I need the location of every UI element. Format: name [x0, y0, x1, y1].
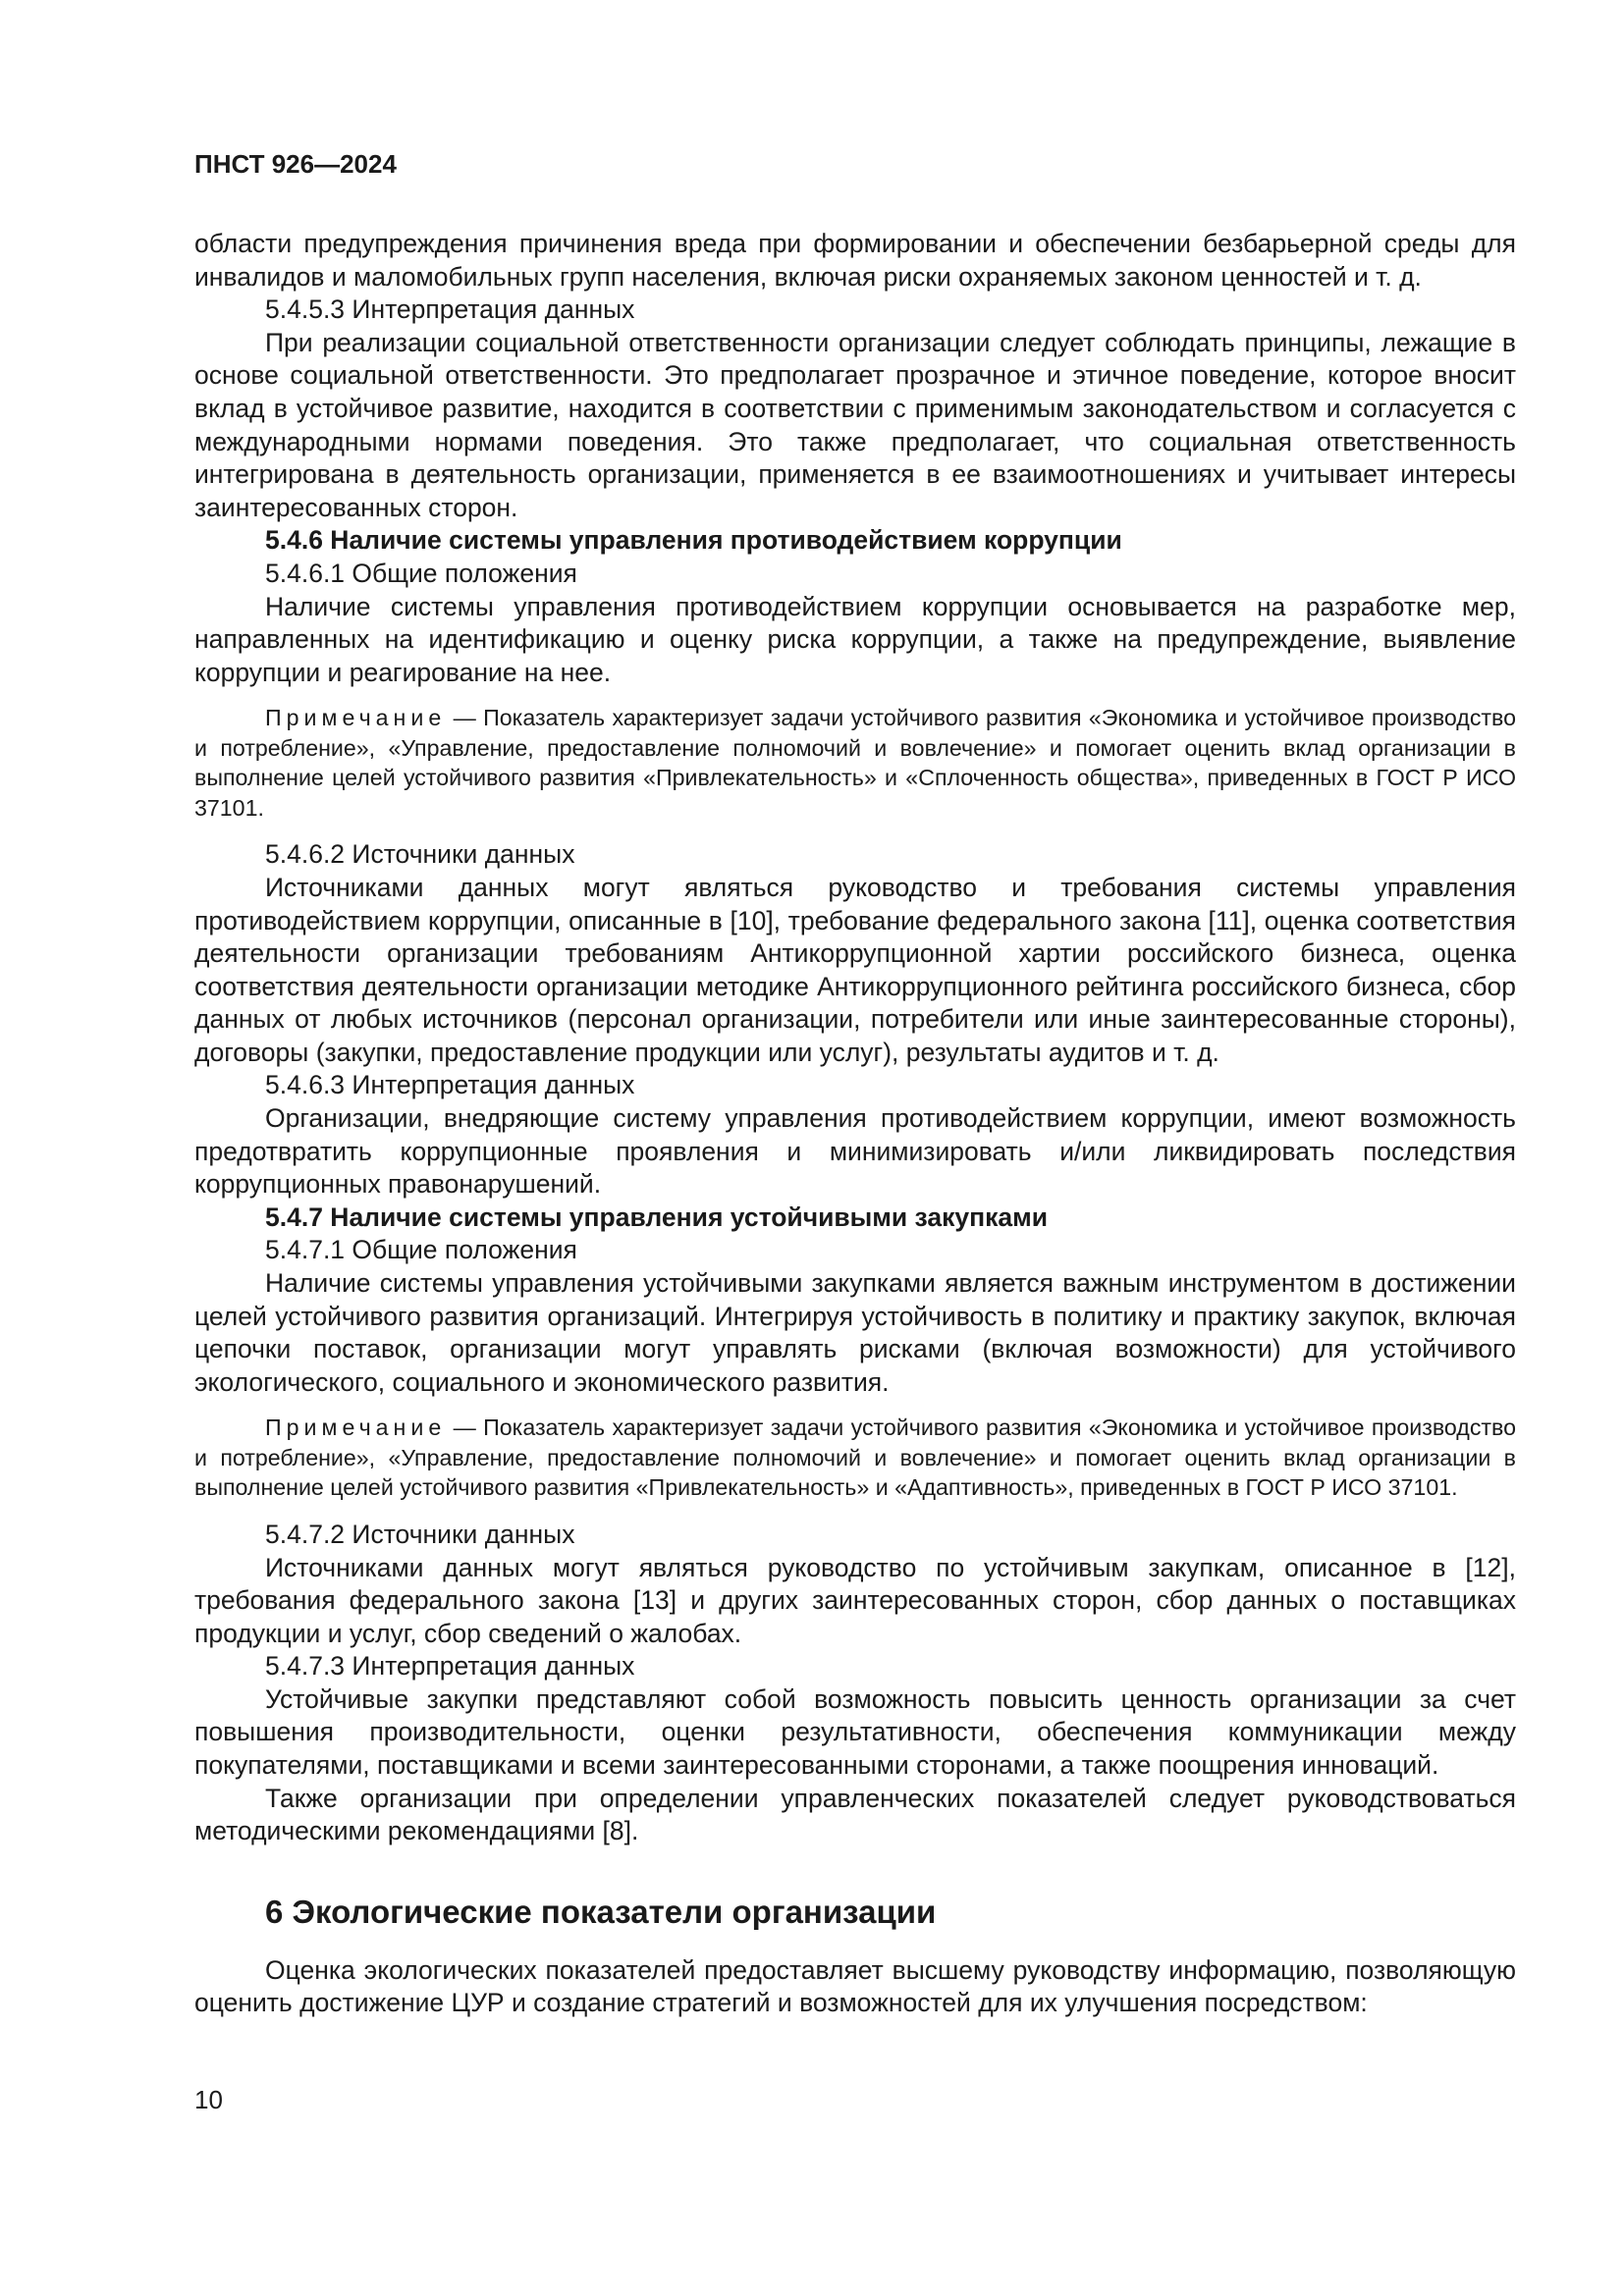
note-1: [194, 703, 1516, 823]
paragraph-5473b: Также организации при определении управленческих показателей следует руководствоваться методическими рекомендациями [8].: [194, 1783, 1516, 1846]
paragraph-5472: Источниками данных могут являться руководство по устойчивым закупкам, описанное в [12], требования федерального закона [13] и других заинтересованных сторон, сбор данных о поставщиках продукции и услуг, сбор сведений о жалобах.: [194, 1552, 1516, 1648]
subsection-heading-5463: 5.4.6.3 Интерпретация данных: [265, 1070, 635, 1100]
paragraph-5471: Наличие системы управления устойчивыми закупками является важным инструментом в достижении целей устойчивого развития организаций. Интегрируя устойчивость в политику и практику закупок, включая цепочки поставок, организации могут управлять рисками (включая возможности) для устойчивого экологического, социального и экономического развития.: [194, 1268, 1516, 1397]
note-1-label: Примечание: [265, 705, 447, 731]
note-2: [194, 1413, 1516, 1503]
subsection-heading-5462: 5.4.6.2 Источники данных: [265, 839, 575, 870]
note-2-text: — Показатель характеризует задачи устойчивого развития «Экономика и устойчивое производство и потребление», «Управление, предоставление полномочий и вовлечение» и помогает оценить вклад организации в выполнение целей устойчивого развития «Привлекательность» и «Адаптивность», приведенных в ГОСТ Р ИСО 37101.: [194, 1415, 1516, 1501]
note-2-label: Примечание: [265, 1415, 447, 1441]
page-number: 10: [194, 2085, 223, 2114]
subsection-heading-5472: 5.4.7.2 Источники данных: [265, 1519, 575, 1549]
subsection-heading-5473: 5.4.7.3 Интерпретация данных: [265, 1651, 635, 1682]
paragraph-6: Оценка экологических показателей предоставляет высшему руководству информацию, позволяющую оценить достижение ЦУР и создание стратегий и возможностей для их улучшения посредством:: [194, 1954, 1516, 2018]
section-heading-547: 5.4.7 Наличие системы управления устойчивыми закупками: [265, 1201, 1049, 1232]
paragraph-5461: Наличие системы управления противодействием коррупции основывается на разработке мер, направленных на идентификацию и оценку риска коррупции, а также на предупреждение, выявление коррупции и реагирование на нее.: [194, 591, 1516, 687]
paragraph-continuation: области предупреждения причинения вреда при формировании и обеспечении безбарьерной среды для инвалидов и маломобильных групп населения, включая риски охраняемых законом ценностей и т. д.: [194, 229, 1516, 292]
document-code-header: ПНСТ 926—2024: [194, 149, 397, 179]
subsection-heading-5461: 5.4.6.1 Общие положения: [265, 558, 577, 588]
chapter-heading-6: 6 Экологические показатели организации: [265, 1893, 937, 1930]
subsection-heading-5453: 5.4.5.3 Интерпретация данных: [265, 294, 635, 325]
subsection-heading-5471: 5.4.7.1 Общие положения: [265, 1235, 577, 1265]
paragraph-5473a: Устойчивые закупки представляют собой возможность повысить ценность организации за счет повышения производительности, оценки результативности, обеспечения коммуникации между покупателями, поставщиками и всеми заинтересованными сторонами, а также поощрения инноваций.: [194, 1683, 1516, 1781]
paragraph-5453: При реализации социальной ответственности организации следует соблюдать принципы, лежащие в основе социальной ответственности. Это предполагает прозрачное и этичное поведение, которое вносит вклад в устойчивое развитие, находится в соответствии с применимым законодательством и согласуется с международными нормами поведения. Это также предполагает, что социальная ответственность интегрирована в деятельность организации, применяется в ее взаимоотношениях и учитывает интересы заинтересованных сторон.: [194, 327, 1516, 522]
paragraph-5462: Источниками данных могут являться руководство и требования системы управления противодействием коррупции, описанные в [10], требование федерального закона [11], оценка соответствия деятельности организации требованиям Антикоррупционной хартии российского бизнеса, оценка соответствия деятельности организации методике Антикоррупционного рейтинга российского бизнеса, сбор данных от любых источников (персонал организации, потребители или иные заинтересованные стороны), договоры (закупки, предоставление продукции или услуг), результаты аудитов и т. д.: [194, 872, 1516, 1067]
document-page: [194, 147, 1516, 2020]
paragraph-5463: Организации, внедряющие систему управления противодействием коррупции, имеют возможность предотвратить коррупционные проявления и минимизировать и/или ликвидировать последствия коррупционных правонарушений.: [194, 1103, 1516, 1200]
section-heading-546: 5.4.6 Наличие системы управления противодействием коррупции: [265, 525, 1122, 556]
note-1-text: — Показатель характеризует задачи устойчивого развития «Экономика и устойчивое производство и потребление», «Управление, предоставление полномочий и вовлечение» и помогает оценить вклад организации в выполнение целей устойчивого развития «Привлекательность» и «Сплоченность общества», приведенных в ГОСТ Р ИСО 37101.: [194, 705, 1516, 821]
